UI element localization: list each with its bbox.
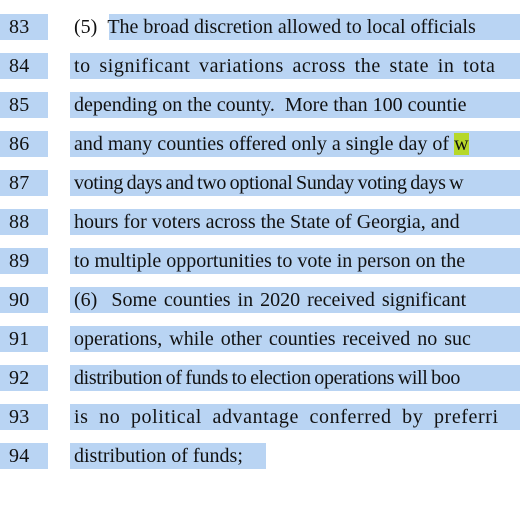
line-text-content: The broad discretion allowed to local officials [107, 16, 476, 38]
line-number: 93 [9, 406, 30, 428]
line-text[interactable] [74, 131, 520, 157]
line-number: 87 [9, 172, 30, 194]
line-number: 92 [9, 367, 30, 389]
line-text[interactable]: voting days and two optional Sunday voting days w [74, 172, 464, 194]
document-line[interactable] [0, 209, 520, 235]
line-text-content: and many counties offered only a single day of [74, 133, 455, 155]
paragraph-number: (6) [74, 289, 98, 311]
line-text[interactable]: distribution of funds; [74, 445, 243, 467]
search-highlight: w [454, 133, 469, 155]
document-line[interactable] [0, 404, 520, 430]
line-text[interactable]: depending on the county. More than 100 countie [74, 94, 467, 116]
line-text[interactable]: is no political advantage conferred by preferri [74, 406, 499, 428]
line-text[interactable] [74, 287, 520, 313]
paragraph-number: (5) [74, 16, 98, 38]
line-number: 89 [9, 250, 30, 272]
line-number: 91 [9, 328, 30, 350]
document-line[interactable] [0, 365, 520, 391]
line-text[interactable]: operations, while other counties received no suc [74, 328, 471, 350]
document-line[interactable] [0, 92, 520, 118]
document-line[interactable] [0, 443, 520, 469]
line-number: 94 [9, 445, 30, 467]
line-number: 90 [9, 289, 30, 311]
line-number: 84 [9, 55, 30, 77]
document-line[interactable] [0, 248, 520, 274]
line-text[interactable]: to multiple opportunities to vote in person on the [74, 250, 466, 272]
line-number: 88 [9, 211, 30, 233]
line-text[interactable]: to significant variations across the state in tota [74, 55, 496, 77]
line-text-content: Some counties in 2020 received significant [111, 289, 467, 311]
document-line[interactable] [0, 170, 520, 196]
line-number: 85 [9, 94, 30, 116]
line-text[interactable]: distribution of funds to election operations will boo [74, 367, 461, 389]
line-number: 86 [9, 133, 30, 155]
document-line[interactable] [0, 14, 520, 40]
document-line[interactable] [0, 326, 520, 352]
document-line[interactable] [0, 287, 520, 313]
line-text[interactable]: hours for voters across the State of Georgia, and [74, 211, 460, 233]
line-number: 83 [9, 16, 30, 38]
document-line[interactable] [0, 131, 520, 157]
document-line[interactable] [0, 53, 520, 79]
line-text[interactable] [74, 14, 520, 40]
